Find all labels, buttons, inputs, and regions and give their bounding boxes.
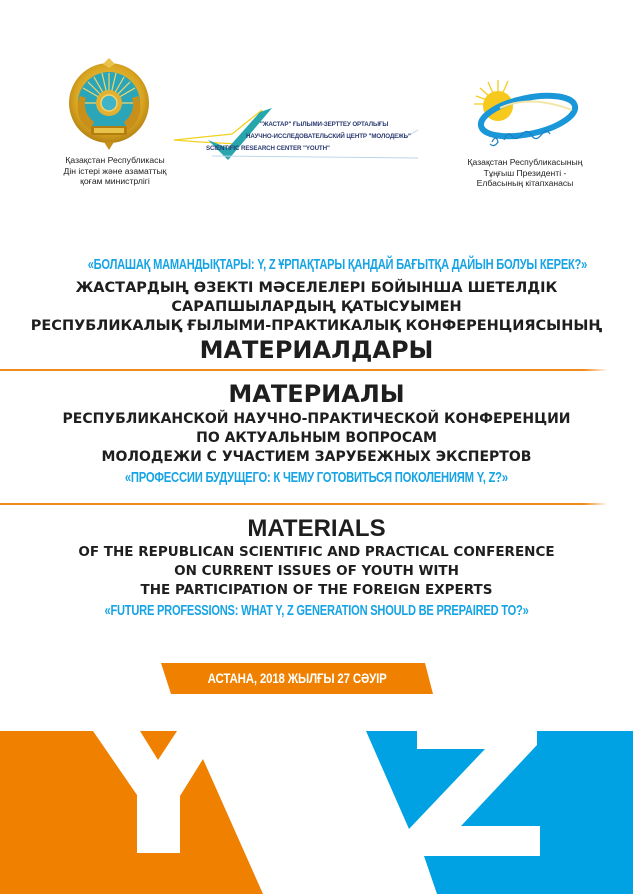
russian-title: МАТЕРИАЛЫ xyxy=(228,380,405,408)
letter-z-shape xyxy=(366,731,633,894)
kazakh-subtitle: «БОЛАШАҚ МАМАНДЫҚТАРЫ: Y, Z ҰРПАҚТАРЫ ҚАНДАЙ БАҒЫТҚА ДАЙЫН БОЛУЫ КЕРЕК?» xyxy=(87,256,588,273)
english-subtitle: «FUTURE PROFESSIONS: WHAT Y, Z GENERATION SHOULD BE PREPAIRED TO?» xyxy=(104,602,529,619)
caption-line: Қазақстан Республикасының xyxy=(467,157,583,167)
russian-line-2: ПО АКТУАЛЬНЫМ ВОПРОСАМ xyxy=(196,430,437,446)
caption-line: Елбасының кітапханасы xyxy=(476,178,574,188)
kazakh-line-2: САРАПШЫЛАРДЫҢ ҚАТЫСУЫМЕН xyxy=(171,299,462,315)
caption-line: қоғам министрлігі xyxy=(80,176,150,186)
caption-line: Қазақстан Республикасы xyxy=(65,155,165,165)
date-text: АСТАНА, 2018 ЖЫЛҒЫ 27 СӘУІР xyxy=(207,670,387,686)
letter-y-shape xyxy=(0,731,263,894)
kazakh-line-1: ЖАСТАРДЫҢ ӨЗЕКТІ МӘСЕЛЕЛЕРІ БОЙЫНША ШЕТЕЛДІК xyxy=(75,280,558,296)
russian-subtitle: «ПРОФЕССИИ БУДУЩЕГО: К ЧЕМУ ГОТОВИТЬСЯ ПОКОЛЕНИЯМ Y, Z?» xyxy=(124,469,509,486)
english-line-2: ON CURRENT ISSUES OF YOUTH WITH xyxy=(174,563,459,579)
english-title: MATERIALS xyxy=(247,515,386,542)
center-logo-line-kk: "ЖАСТАР" ҒЫЛЫМИ-ЗЕРТТЕУ ОРТАЛЫҒЫ xyxy=(260,121,389,128)
center-logo-line-en: SCIENTIFIC RESEARCH CENTER "YOUTH" xyxy=(206,145,330,152)
russian-line-1: РЕСПУБЛИКАНСКОЙ НАУЧНО-ПРАКТИЧЕСКОЙ КОНФЕРЕНЦИИ xyxy=(62,411,571,427)
center-logo-line-ru: НАУЧНО-ИССЛЕДОВАТЕЛЬСКИЙ ЦЕНТР "МОЛОДЕЖЬ" xyxy=(246,133,411,140)
english-line-1: OF THE REPUBLICAN SCIENTIFIC AND PRACTICAL CONFERENCE xyxy=(78,544,555,560)
kazakh-line-3: РЕСПУБЛИКАЛЫҚ ҒЫЛЫМИ-ПРАКТИКАЛЫҚ КОНФЕРЕНЦИЯСЫНЫҢ xyxy=(30,318,603,334)
caption-line: Дін істері және азаматтық xyxy=(63,165,167,176)
kazakh-title: МАТЕРИАЛДАРЫ xyxy=(199,336,434,364)
english-line-3: THE PARTICIPATION OF THE FOREIGN EXPERTS xyxy=(140,582,493,598)
caption-line: Тұңғыш Президенті - xyxy=(483,167,567,178)
russian-line-3: МОЛОДЕЖИ С УЧАСТИЕМ ЗАРУБЕЖНЫХ ЭКСПЕРТОВ xyxy=(101,449,532,465)
